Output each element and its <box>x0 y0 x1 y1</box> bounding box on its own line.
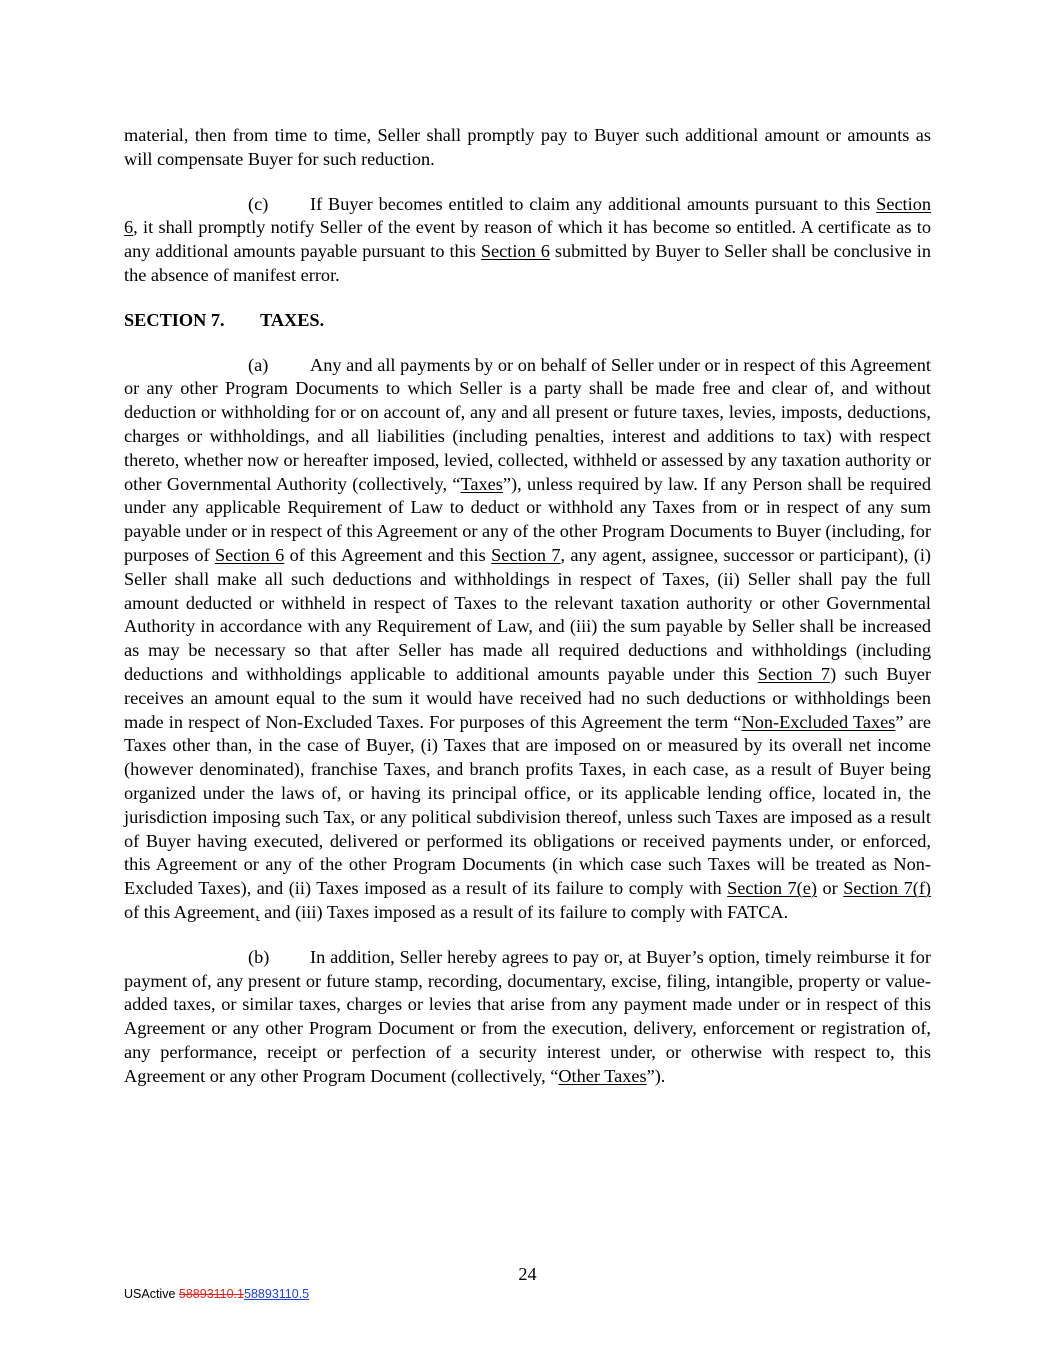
paragraph-6c <box>124 193 931 288</box>
defined-term: Non-Excluded Taxes <box>741 711 896 732</box>
page-number: 24 <box>518 1264 537 1284</box>
document-page <box>124 124 931 1109</box>
cross-reference: Section 6 <box>480 241 550 262</box>
text-run: Any and all payments by or on behalf of Seller under or in respect of this Agreement or any other Program Documents to which Seller is a party shall be made free and clear of, and without deduction or withholding for or on account of, any and all present or future taxes, levies, imposts, deductions, charges or withholdings, and all liabilities (including penalties, interest and additions to tax) with respect thereto, whether now or hereafter imposed, levied, collected, withheld or assessed by any taxation authority or other Governmental Authority (collectively, “ <box>124 354 931 494</box>
text-run: or <box>816 878 844 899</box>
document-footer <box>124 1287 309 1301</box>
text-run: submitted by Buyer to Seller shall be conclusive in the absence of manifest error. <box>124 241 931 285</box>
text-run: , it shall promptly notify Seller of the event by reason of which it has become so entitled. A certificate as to any additional amounts payable pursuant to this <box>124 217 931 262</box>
section-number: SECTION 7. <box>124 309 225 330</box>
cross-reference: Section 7(e) <box>727 878 817 899</box>
text-run: ) such Buyer receives an amount equal to the sum it would have received had no such deductions or withholdings been made in respect of Non-Excluded Taxes. For purposes of this Agreement the term “ <box>124 663 932 732</box>
text-run: ” are Taxes other than, in the case of Buyer, (i) Taxes that are imposed on or measured by its overall net income (however denominated), franchise Taxes, and branch profits Taxes, in each case, as a result of Buyer being organized under the laws of, or having its principal office, or its applicable lending office, located in, the jurisdiction imposing such Tax, or any political subdivision thereof, unless such Taxes are imposed as a result of Buyer having executed, delivered or performed its obligations or received payments under, or enforced, this Agreement or any of the other Program Documents (in which case such Taxes will be treated as Non-Excluded Taxes), and (ii) Taxes imposed as a result of its failure to comply with <box>124 711 931 899</box>
cross-reference: Section 7(f) <box>843 878 932 899</box>
text-run: of this Agreement and this <box>284 544 492 565</box>
footer-new-id: 58893110.5 <box>244 1287 310 1301</box>
text-run: ”). <box>646 1065 666 1086</box>
section-title: TAXES. <box>260 309 325 330</box>
cross-reference: Section 7 <box>491 544 561 565</box>
text-run: of this Agreement <box>124 901 255 922</box>
clause-marker: (a) <box>248 354 269 375</box>
clause-marker: (c) <box>248 193 269 214</box>
cross-reference: Section 7 <box>757 663 831 684</box>
paragraph-7b <box>124 946 931 1089</box>
text-run: and (iii) Taxes imposed as a result of its failure to comply with FATCA. <box>259 901 789 922</box>
text-run: , any agent, assignee, successor or participant), (i) Seller shall make all such deductions and withholdings in respect of Taxes, (ii) Seller shall pay the full amount deducted or withheld in respect of Taxes to the relevant taxation authority or other Governmental Authority in accordance with any Requirement of Law, and (iii) the sum payable by Seller shall be increased as may be necessary so that after Seller has made all required deductions and withholdings (including deductions and withholdings applicable to additional amounts payable under this <box>124 544 932 684</box>
text-run: If Buyer becomes entitled to claim any additional amounts pursuant to this <box>310 193 877 214</box>
cross-reference: Section 6 <box>214 544 285 565</box>
text-run: ”), unless required by law. If any Person shall be required under any applicable Requirement of Law to deduct or withhold any Taxes from or in respect of any sum payable under or in respect of this Agreement or any of the other Program Documents to Buyer (including, for purposes of <box>124 473 931 565</box>
defined-term: Other Taxes <box>558 1065 647 1086</box>
footer-label: USActive <box>124 1287 179 1301</box>
section-heading <box>124 309 931 333</box>
paragraph-continuation: material, then from time to time, Seller shall promptly pay to Buyer such additional amount or amounts as will compensate Buyer for such reduction. <box>124 125 931 169</box>
footer-old-id: 58893110.1 <box>178 1287 245 1301</box>
cross-reference: Section 6 <box>124 193 931 238</box>
defined-term: Taxes <box>460 473 503 494</box>
text-run: In addition, Seller hereby agrees to pay or, at Buyer’s option, timely reimburse it for payment of, any present or future stamp, recording, documentary, excise, filing, intangible, property or value-added taxes, or similar taxes, charges or levies that arise from any payment made under or in respect of this Agreement or any other Program Document or from the execution, delivery, enforcement or registration of, any performance, receipt or perfection of a security interest under, or otherwise with respect to, this Agreement or any other Program Document (collectively, “ <box>124 946 931 1086</box>
paragraph-7a <box>124 354 931 925</box>
clause-marker: (b) <box>248 946 270 967</box>
underlined-comma: , <box>255 901 260 922</box>
